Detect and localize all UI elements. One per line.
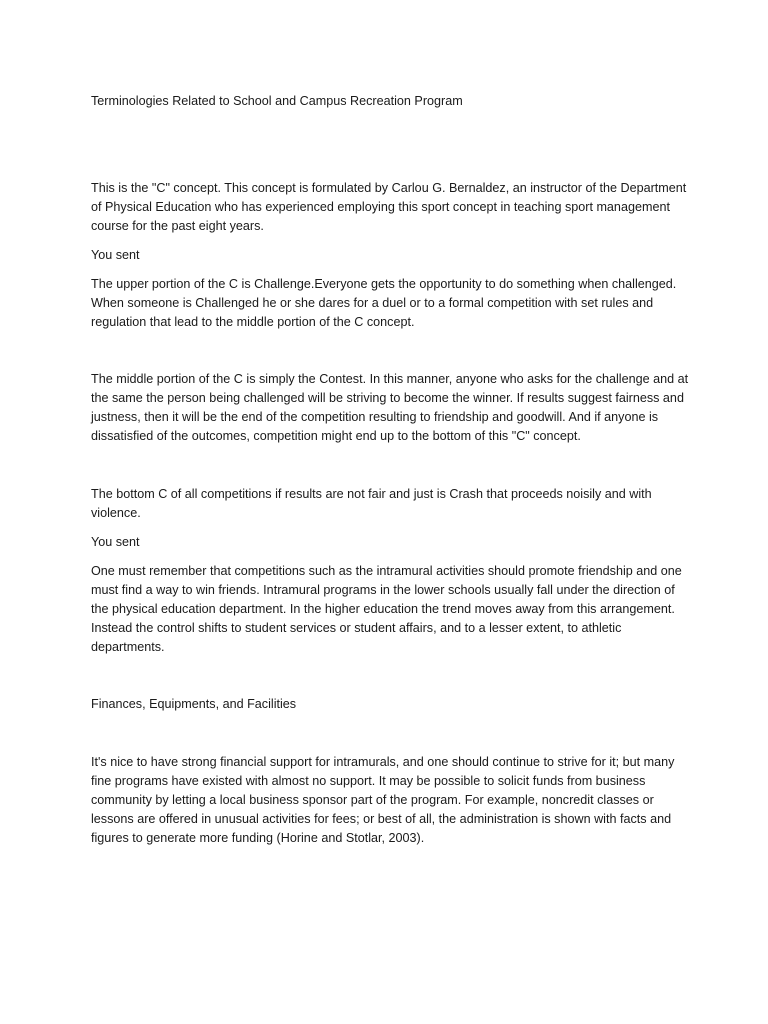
paragraph-crash: The bottom C of all competitions if results are not fair and just is Crash that proceeds noisily and with violence. <box>91 487 652 520</box>
you-sent-label: You sent <box>91 535 140 549</box>
you-sent-label: You sent <box>91 248 140 262</box>
paragraph-c-concept-intro: This is the "C" concept. This concept is formulated by Carlou G. Bernaldez, an instructor of the Department of Physical Education who has experienced employing this sport concept in teaching sport management course for the past eight years. <box>91 181 687 233</box>
document-title: Terminologies Related to School and Campus Recreation Program <box>91 94 463 108</box>
paragraph-intramural-friendship: One must remember that competitions such as the intramural activities should promote friendship and one must find a way to win friends. Intramural programs in the lower schools usually fall under the direction of the physical education department. In the higher education the trend moves away from this arrangement. Instead the control shifts to student services or student affairs, and to a lesser extent, to athletic departments. <box>91 564 682 654</box>
paragraph-challenge: The upper portion of the C is Challenge.Everyone gets the opportunity to do something when challenged. When someone is Challenged he or she dares for a duel or to a formal competition with set rules and regulation that lead to the middle portion of the C concept. <box>91 277 677 329</box>
paragraph-financial-support: It's nice to have strong financial support for intramurals, and one should continue to strive for it; but many fine programs have existed with almost no support. It may be possible to solicit funds from business community by letting a local business sponsor part of the program. For example, noncredit classes or lessons are offered in unusual activities for fees; or best of all, the administration is shown with facts and figures to generate more funding (Horine and Stotlar, 2003). <box>91 755 675 845</box>
section-heading-finances: Finances, Equipments, and Facilities <box>91 697 297 711</box>
paragraph-contest: The middle portion of the C is simply the Contest. In this manner, anyone who asks for the challenge and at the same the person being challenged will be striving to become the winner. If results suggest fairness and justness, then it will be the end of the competition resulting to friendship and goodwill. And if anyone is dissatisfied of the outcomes, competition might end up to the bottom of this "C" concept. <box>91 372 689 443</box>
